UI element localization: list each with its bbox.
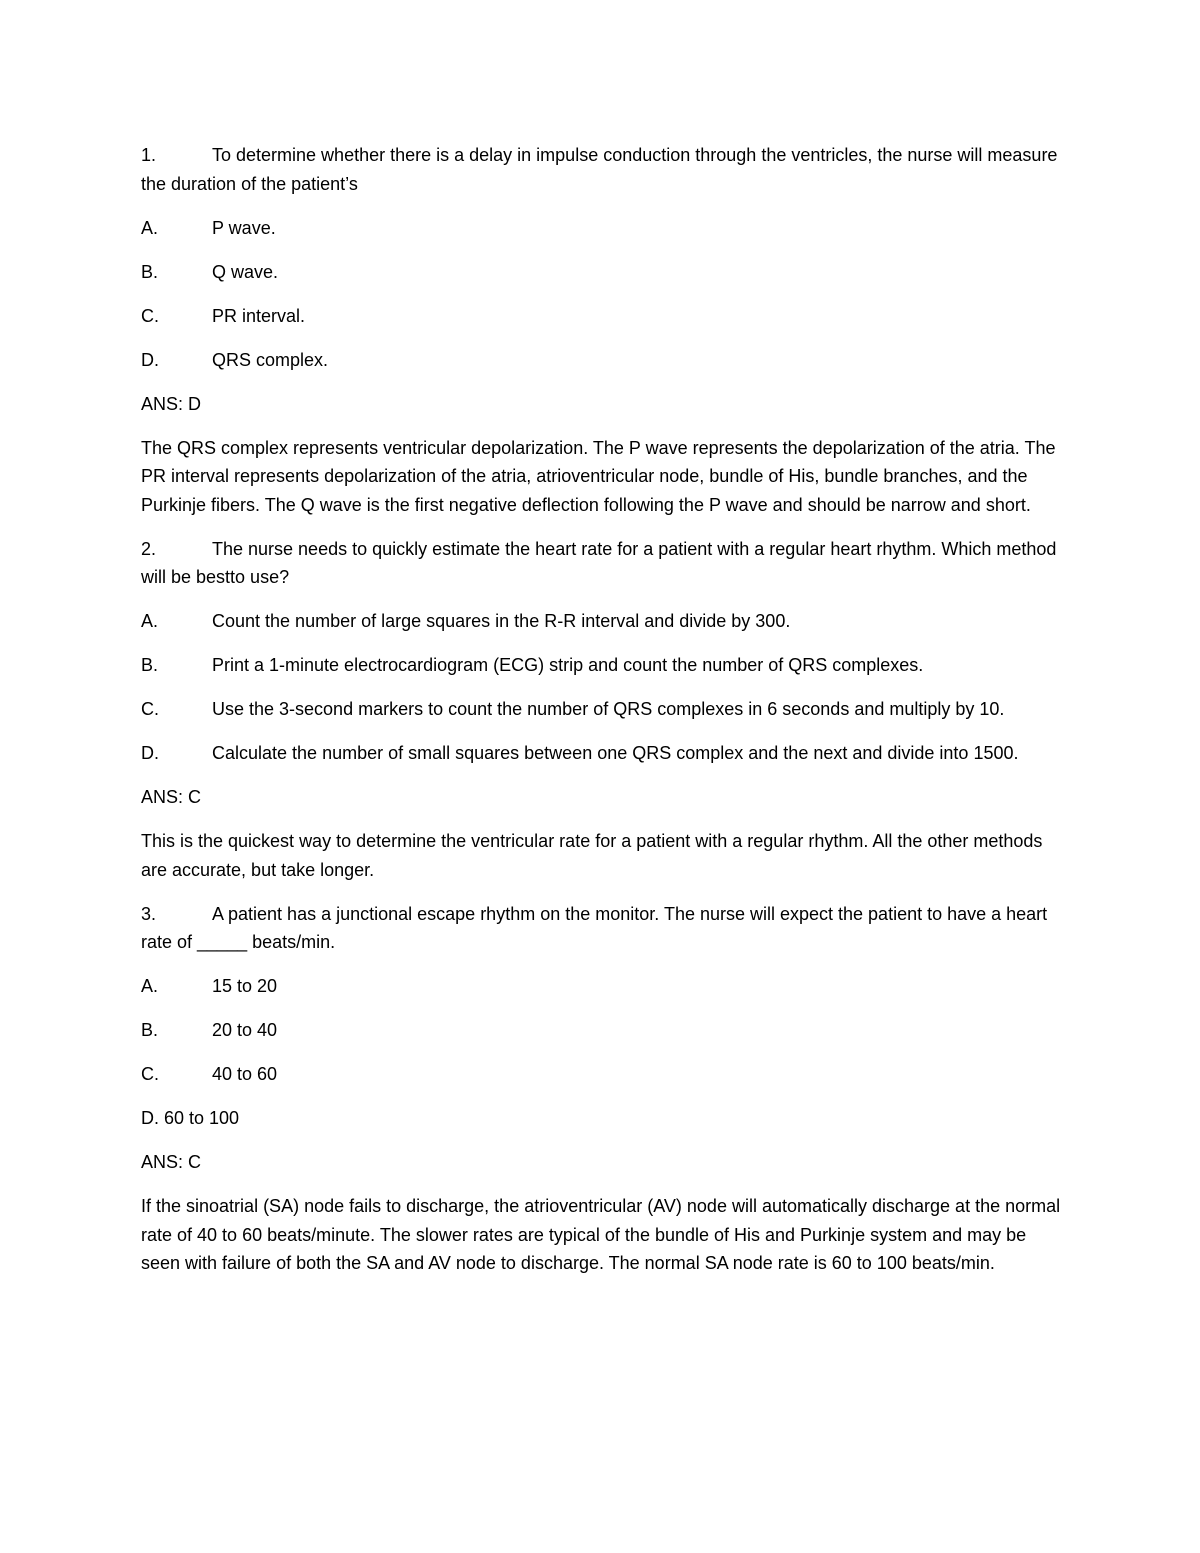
option-text: Count the number of large squares in the R-R interval and divide by 300. bbox=[212, 611, 791, 631]
option-text: PR interval. bbox=[212, 305, 306, 326]
option-letter: B. bbox=[141, 655, 159, 675]
option: D. 60 to 100 bbox=[141, 1108, 240, 1128]
question-number: 1. bbox=[141, 145, 157, 165]
question-3-stem bbox=[141, 900, 1061, 957]
question-2-stem bbox=[141, 535, 1061, 592]
rationale: The QRS complex represents ventricular depolarization. The P wave represents the depolarization of the atria. The PR interval represents depolarization of the atria, atrioventricular node, bundle of His, bundle branches, and the Purkinje fibers. The Q wave is the first negative deflection following the P wave and should be narrow and short. bbox=[141, 437, 1056, 515]
question-number: 3. bbox=[141, 903, 157, 924]
option bbox=[141, 972, 1061, 1001]
option-text: Calculate the number of small squares between one QRS complex and the next and divide into 1500. bbox=[212, 743, 1019, 763]
rationale: This is the quickest way to determine the ventricular rate for a patient with a regular rhythm. All the other methods are accurate, but take longer. bbox=[141, 831, 1043, 880]
option-letter: C. bbox=[141, 305, 159, 326]
option-letter: A. bbox=[141, 976, 159, 996]
option-letter: D. bbox=[141, 349, 159, 370]
option bbox=[141, 739, 1061, 768]
option-letter: D. bbox=[141, 743, 159, 763]
question-1-stem bbox=[141, 141, 1061, 198]
option-text: Print a 1-minute electrocardiogram (ECG) strip and count the number of QRS complexes. bbox=[212, 655, 924, 675]
option-text: QRS complex. bbox=[212, 349, 329, 370]
option bbox=[141, 346, 1061, 375]
question-text: To determine whether there is a delay in impulse conduction through the ventricles, the nurse will measure the duration of the patient’s bbox=[141, 145, 1058, 194]
answer-key: ANS: D bbox=[141, 393, 202, 414]
option bbox=[141, 302, 1061, 331]
option-letter: A. bbox=[141, 217, 159, 238]
option bbox=[141, 214, 1061, 243]
option bbox=[141, 258, 1061, 287]
option-text: 15 to 20 bbox=[212, 976, 278, 996]
option bbox=[141, 607, 1061, 636]
option-letter: B. bbox=[141, 261, 159, 282]
question-text: A patient has a junctional escape rhythm on the monitor. The nurse will expect the patient to have a heart rate of _____ beats/min. bbox=[141, 903, 1048, 952]
option-text: 20 to 40 bbox=[212, 1020, 278, 1040]
rationale: If the sinoatrial (SA) node fails to discharge, the atrioventricular (AV) node will automatically discharge at the normal rate of 40 to 60 beats/minute. The slower rates are typical of the bundle of His and Purkinje system and may be seen with failure of both the SA and AV node to discharge. The normal SA node rate is 60 to 100 beats/min. bbox=[141, 1196, 1061, 1273]
option bbox=[141, 1016, 1061, 1045]
option-letter: C. bbox=[141, 1064, 159, 1084]
option-letter: A. bbox=[141, 611, 159, 631]
document-page bbox=[141, 141, 1061, 1293]
answer-key: ANS: C bbox=[141, 1152, 202, 1172]
option bbox=[141, 651, 1061, 680]
question-number: 2. bbox=[141, 538, 157, 559]
option-text: 40 to 60 bbox=[212, 1064, 278, 1084]
question-text: The nurse needs to quickly estimate the heart rate for a patient with a regular heart rhythm. Which method will be bestto use? bbox=[141, 538, 1057, 587]
option-text: Use the 3-second markers to count the number of QRS complexes in 6 seconds and multiply by 10. bbox=[212, 699, 1005, 719]
answer-key: ANS: C bbox=[141, 787, 202, 807]
option-text: P wave. bbox=[212, 217, 276, 238]
option bbox=[141, 695, 1061, 724]
option-text: Q wave. bbox=[212, 261, 279, 282]
option-letter: B. bbox=[141, 1020, 159, 1040]
option bbox=[141, 1060, 1061, 1089]
option-letter: C. bbox=[141, 699, 159, 719]
